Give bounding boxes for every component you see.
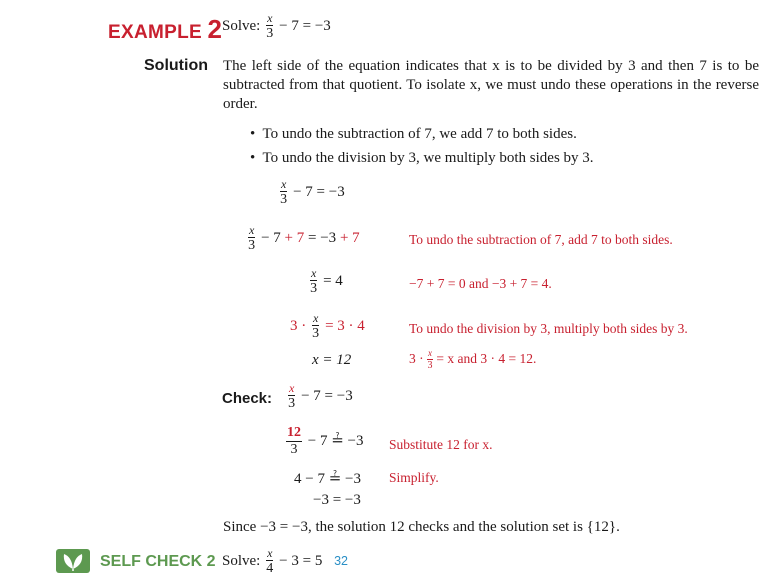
check-label: Check: <box>222 390 273 407</box>
self-check-answer: 32 <box>334 553 348 568</box>
step-5-note-fraction: $\frac{x}{3}$ <box>427 348 433 371</box>
example-label: EXAMPLE <box>108 22 202 43</box>
bullet-1 <box>250 126 577 143</box>
self-check-fraction: $\frac{x}{4}$ <box>266 546 274 576</box>
conclusion-text: Since −3 = −3, the solution 12 checks and the solution set is {12}. <box>223 519 620 535</box>
check-1: $\frac{x}{3}$ − 7 = −3 <box>288 381 353 411</box>
example-number: 2 <box>207 14 223 44</box>
step-1-fraction: $\frac{x}{3}$ <box>280 177 288 207</box>
problem-rest: − 7 = −3 <box>279 17 331 34</box>
self-check-icon <box>56 549 90 578</box>
bullet-dot: • <box>250 150 256 166</box>
bullet-text-2: To undo the division by 3, we multiply both sides by 3. <box>262 150 594 166</box>
step-2-note: To undo the subtraction of 7, add 7 to both sides. <box>409 232 673 247</box>
step-5: x = 12 <box>312 352 352 368</box>
check-3: 4 − 7 ≟ −3 <box>294 471 361 487</box>
solve-label: Solve: <box>222 17 261 34</box>
check-1-fraction: $\frac{x}{3}$ <box>288 381 296 411</box>
check-2: $\frac{12}{3}$ − 7 ≟ −3 <box>287 425 364 457</box>
self-check-label: SELF CHECK 2 <box>100 553 216 570</box>
check-3-note: Simplify. <box>389 470 439 485</box>
step-3-fraction: $\frac{x}{3}$ <box>310 266 318 296</box>
step-2-fraction: $\frac{x}{3}$ <box>248 223 256 253</box>
example-heading <box>108 14 222 45</box>
step-5-note: 3 · $\frac{x}{3}$ = x and 3 · 4 = 12. <box>409 348 537 371</box>
step-4: 3 · $\frac{x}{3}$ = 3 · 4 <box>290 311 365 341</box>
bullet-text-1: To undo the subtraction of 7, we add 7 to both sides. <box>262 126 577 142</box>
bullet-2 <box>250 150 594 167</box>
problem-fraction: $\frac{x}{3}$ <box>266 11 274 41</box>
self-check-problem: Solve: $\frac{x}{4}$ − 3 = 5 32 <box>222 546 348 576</box>
step-2: $\frac{x}{3}$ − 7 + 7 = −3 + 7 <box>248 223 360 253</box>
check-2-fraction: $\frac{12}{3}$ <box>287 425 301 457</box>
check-2-note: Substitute 12 for x. <box>389 437 493 452</box>
leaf-icon <box>56 549 90 573</box>
step-1: $\frac{x}{3}$ − 7 = −3 <box>280 177 345 207</box>
solution-label: Solution <box>144 57 208 74</box>
check-4: −3 = −3 <box>313 492 361 508</box>
solution-paragraph: The left side of the equation indicates that x is to be divided by 3 and then 7 is to be subtracted from that quotient. To isolate x, we must undo these operations in the reverse order. <box>223 58 759 112</box>
bullet-dot: • <box>250 126 256 142</box>
step-3: $\frac{x}{3}$ = 4 <box>310 266 343 296</box>
step-4-note: To undo the division by 3, multiply both sides by 3. <box>409 321 688 336</box>
example-problem <box>222 12 331 41</box>
step-4-fraction: $\frac{x}{3}$ <box>312 311 320 341</box>
step-3-note: −7 + 7 = 0 and −3 + 7 = 4. <box>409 276 552 291</box>
